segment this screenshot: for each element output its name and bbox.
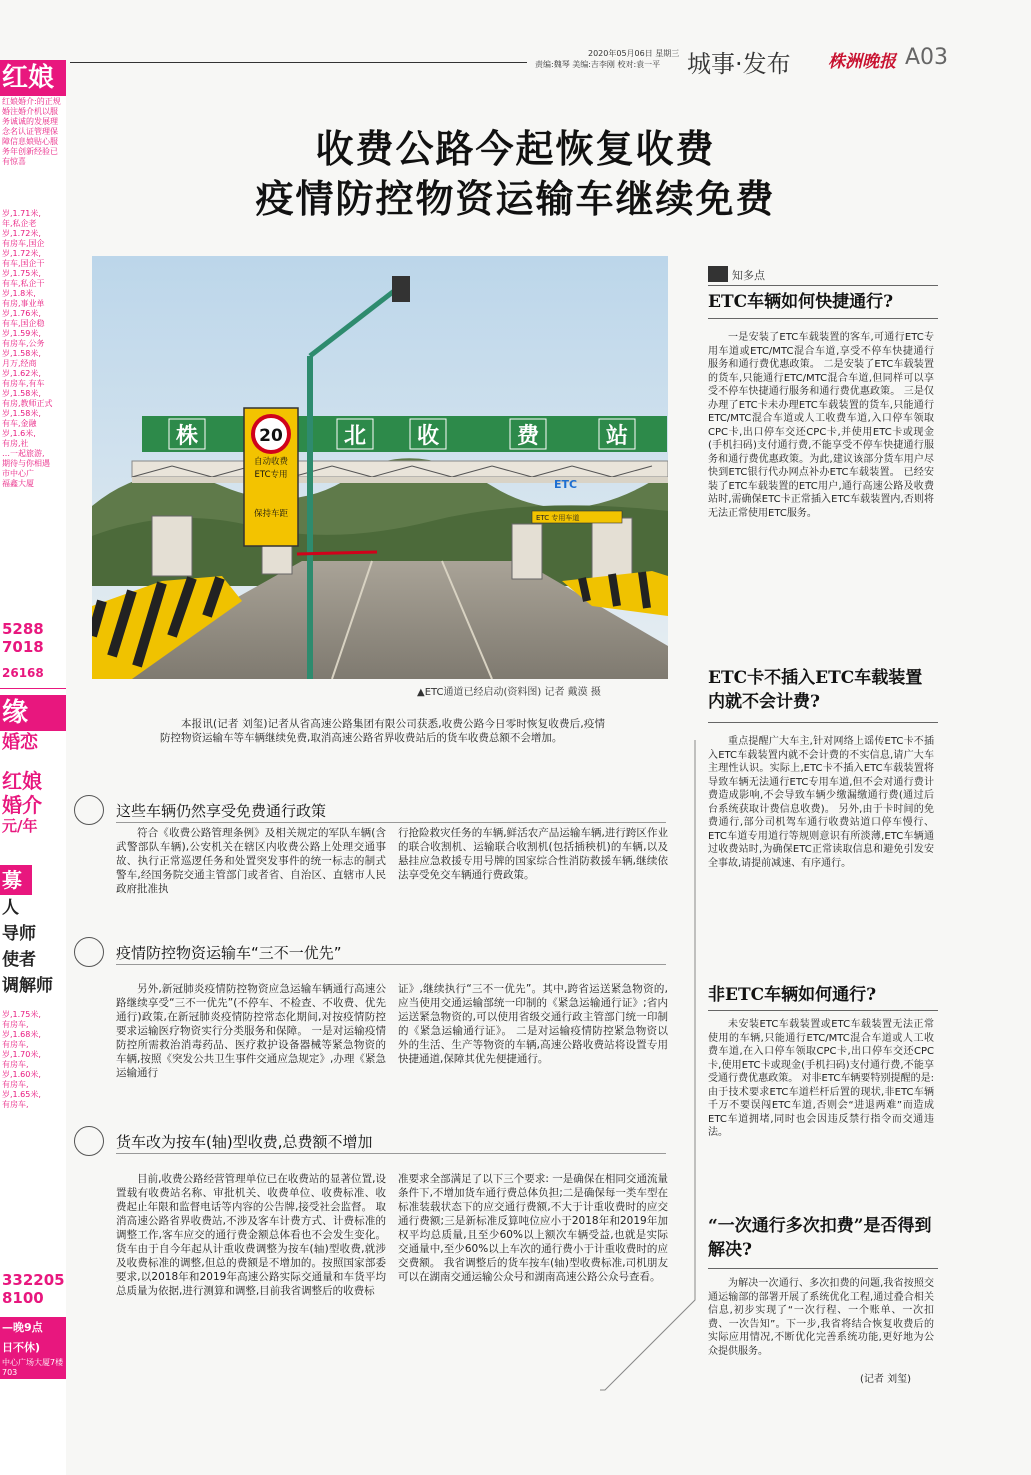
ad-subtitle: 婚恋 [2,732,38,753]
ad-list-item: 岁,1.75米, [2,1010,41,1019]
ad-list-item: 岁,1.72米, [2,249,41,258]
ad-list-item: 有车,金融 [2,419,37,428]
ad-list-item: 岁,1.68米, [2,1030,41,1039]
ad-list-item: 岁,1.71米, [2,209,41,218]
paragraph: 符合《收费公路管理条例》及相关规定的军队车辆(含武警部队车辆),公安机关在辖区内收费公路上处理交通事故、执行正常巡逻任务和处置突发事件的统一标志的制式警车,经国务院交通主管部门或者省、自治区、直辖市人民政府批准执 [116,827,386,895]
ad-list-item: 岁,1.58米, [2,349,41,358]
ad-list-item: 岁,1.58米, [2,389,41,398]
header-rule [70,62,527,63]
sign-auto-toll: 自动收费 [253,457,289,467]
ad-list-item: 岁,1.75米, [2,269,41,278]
sidebar-rule [708,285,938,286]
section-heading: 货车改为按车(轴)型收费,总费额不增加 [116,1133,373,1151]
kicker-icon [708,266,728,282]
ad-list-item: 使者 [2,950,36,970]
sidebar-rule [708,1268,938,1269]
section-name: 城事·发布 [687,50,791,78]
ad-tag: 婚介 [2,793,42,817]
ad-list-item: 人 [2,898,19,918]
station-char: 费 [516,424,540,449]
ad-phone: 332205 [2,1271,65,1289]
paragraph: 目前,收费公路经营管理单位已在收费站的显著位置,设置载有收费站名称、审批机关、收费单位、收费标准、收费起止年限和监督电话等内容的公告牌,接受社会监督。 取消高速公路省界收费站,不涉及客车计费方式、计费标准的调整工作,客车应交的通行费金额总体看也不会发生变化。 货车由于自今年起从计重收费调整为按车(轴)型收费,就涉及收费标准的调整,但总的费额是不增加的。按照国家部委要求,以2018年和2019年高速公路实际交通量和车货平均总质量为依据,进行测算和调整,目前我省调整后的收费标 [116,1173,386,1297]
ad-list-item: 有房车, [2,1100,29,1109]
sidebar-answer [708,735,934,870]
sidebar-answer [708,1018,934,1140]
sidebar-question: ETC车辆如何快捷通行? [708,292,894,312]
ad-personals-list [0,208,66,620]
header-date: 2020年05月06日 星期三 [588,49,680,58]
ad-recruit-list [0,895,66,999]
ad-list-item: 有房车,有车 [2,379,45,388]
photo-caption: ▲ETC通道已经启动(资料图) 记者 戴漠 摄 [417,687,601,698]
paragraph: 为解决一次通行、多次扣费的问题,我省按照交通运输部的部署开展了系统优化工程,通过叠合相关信息,初步实现了“一次行程、一个账单、一次扣费、一次告知”。下一步,我省将结合恢复收费后的实际应用情况,不断优化完善系统功能,更好地为公众提供服务。 [708,1278,934,1357]
station-char: 北 [343,424,367,449]
ad-list-item: 岁,1.72米, [2,229,41,238]
ad-list-item: 有车,私企干 [2,279,45,288]
ad-hours: —晚9点 [0,1317,66,1337]
ad-list-item: 岁,1.62米, [2,369,41,378]
lead-paragraph [160,717,605,745]
ad-list-item: 岁,1.60米, [2,1070,41,1079]
sidebar-question: 非ETC车辆如何通行? [708,985,877,1005]
etc-lane-sign: ETC 专用车道 [536,514,580,522]
newspaper-logo: 株洲晚报 [828,52,896,72]
headline-line-2: 疫情防控物资运输车继续免费 [255,176,776,221]
ad-price: 元/年 [2,817,38,835]
ad-list-item: 有房车, [2,1080,29,1089]
ad-list-item: 年,私企老 [2,219,37,228]
ad-list-item: 期待与你相遇 [2,459,50,468]
ad-list-item: 有房车,国企 [2,239,45,248]
station-char: 株 [175,424,199,449]
ad-list-item: 月万,经商 [2,359,37,368]
section-rule [116,964,666,965]
ad-list-item: 岁,1.59米, [2,329,41,338]
paragraph: 重点提醒广大车主,针对网络上谣传ETC卡不插入ETC车载装置内就不会计费的不实信息,请广大车主理性认识。实际上,ETC卡不插入ETC车载装置将导致车辆无法通行ETC专用车道,但不会对通行费计费造成影响,不会导致车辆少缴漏缴通行费(通过后台系统获取计费信息收费)。 另外,由于卡时间的免费通行,部分司机驾车通行收费站道口停车慢行、ETC车道专用道行等规则意识有所淡薄,ETC车辆通过收费站时,为确保ETC正常读取信息和避免引发安全事故,请提前减速、有序通行。 [708,736,934,869]
photo-illustration [92,256,668,679]
section-bullet-icon [74,1126,104,1156]
ad-phone: 7018 [2,638,44,656]
speed-limit-value: 20 [259,426,283,446]
sidebar-question: “一次通行多次扣费”是否得到解决? [708,1216,932,1260]
headline-line-1: 收费公路今起恢复收费 [315,126,716,171]
decorative-frame [600,740,700,1400]
ad-intro: 红娘婚介:的正规婚注婚介机以服务诚诚的发展理念名认证管理保障信息娘贴心服务年创新经验已有惊喜 [2,97,61,166]
sign-etc-only: ETC专用 [254,470,288,480]
ad-list-item: 导师 [2,924,36,944]
section-rule [116,1153,666,1154]
ad-address: 中心广场大厦7楼703 [0,1357,66,1379]
page-number: A03 [905,45,949,70]
section-heading: 疫情防控物资运输车“三不一优先” [116,944,342,962]
ad-list-item: 市中心广 [2,469,34,478]
sign-keep-distance: 保持车距 [253,509,289,519]
section-1-col-1 [116,826,386,896]
ad-list-item: 福鑫大厦 [2,479,34,488]
section-rule [116,822,666,823]
ad-list-item: 岁,1.58米, [2,409,41,418]
paragraph: 行抢险救灾任务的车辆,鲜活农产品运输车辆,进行跨区作业的联合收割机、运输联合收割机(包括插秧机)的车辆,以及悬挂应急救援专用号牌的国家综合性消防救援车辆,继续依法享受免交车辆通行费政策。 [398,827,668,881]
ad-list-item: 岁,1.8米, [2,289,36,298]
ad-tag: 红娘 [2,769,42,793]
ad-list-item: 有房车, [2,1040,29,1049]
station-char: 收 [416,424,440,449]
sidebar-answer [708,1277,934,1358]
ad-list-item: 岁,1.76米, [2,309,41,318]
ad-phone: 5288 [2,620,44,638]
ad-phone: 8100 [2,1289,44,1307]
section-heading: 这些车辆仍然享受免费通行政策 [116,802,327,820]
header-editors: 责编:魏琴 美编:吉李刚 校对:袁一平 [535,60,661,69]
paragraph: 未安装ETC车载装置或ETC车载装置无法正常使用的车辆,只能通行ETC/MTC混合车道或人工收费车道,在入口停车领取CPC卡,出口停车交还CPC卡,使用ETC卡或现金(手机扫码)支付通行费,不能享受通行费优惠政策。 对非ETC车辆要特别提醒的是:由于技术要求ETC车道栏杆后置的现状,非ETC车辆千万不要误闯ETC车道,否则会“进退两难”而造成ETC车道拥堵,同时也会因违反禁行指令而交通违法。 [708,1019,934,1138]
ad-list-item: 有车,国企稳 [2,319,45,328]
ad-list-item: 有房,社 [2,439,29,448]
ad-title: 缘 [0,695,66,731]
ad-list-item: 调解师 [2,976,53,996]
ad-list-item: 有房,事业单 [2,299,45,308]
sidebar-rule [708,722,938,723]
ad-divider [0,688,66,689]
paragraph: 一是安装了ETC车载装置的客车,可通行ETC专用车道或ETC/MTC混合车道,享受不停车快捷通行服务和通行费优惠政策。 二是安装了ETC车载装置的货车,只能通行ETC/MTC混合车道,但同样可以享受不停车快捷通行服务和通行费优惠政策。 三是仅办理了ETC卡未办理ETC车载装置的货车,只能通行ETC/MTC混合车道或人工收费车道,入口停车领取CPC卡,出口停车交还CPC卡,并使用ETC卡或现金(手机扫码)支付通行费,不能享受不停车快捷通行服务和通行费优惠政策。为此,建议该部分货车用户尽快到ETC银行代办网点补办ETC车载装置。 已经安装了ETC车载装置的ETC用户,通行高速公路及收费站时,需确保ETC卡正常插入ETC车载装置内,否则将无法正常使用ETC服务。 [708,332,934,519]
lead-text: 本报讯(记者 刘玺)记者从省高速公路集团有限公司获悉,收费公路今日零时恢复收费后,疫情防控物资运输车等车辆继续免费,取消高速公路省界收费站后的货车收费总额不会增加。 [160,718,605,744]
ad-list-item: 有房,教师正式 [2,399,53,408]
toll-station-photo [92,256,668,679]
ad-title: 红娘 [0,60,66,96]
ad-list-item: 有车,国企干 [2,259,45,268]
section-3-col-1 [116,1172,386,1298]
ad-list-item: 有房车, [2,1060,29,1069]
kicker-label: 知多点 [732,269,765,282]
sidebar-rule [708,1010,938,1011]
ad-phone: 26168 [2,666,44,680]
ad-list-item: 岁,1.6米, [2,429,36,438]
left-ad-strip [0,60,66,1475]
sidebar-question: ETC卡不插入ETC车载装置内就不会计费? [708,668,923,712]
section-bullet-icon [74,937,104,967]
station-char: 站 [605,424,629,449]
ad-list-item: 有房车, [2,1020,29,1029]
paragraph: 证》,继续执行“三不一优先”。其中,跨省运送紧急物资的,应当使用交通运输部统一印制的《紧急运输通行证》;省内运送紧急物资的,可以使用省级交通行政主管部门统一印制的《紧急运输通行证》。 二是对运输疫情防控紧急物资以外的生活、生产等物资的车辆,高速公路收费站将设置专用快捷通道,保障其优先便捷通行。 [398,983,668,1065]
sidebar-rule [708,318,938,319]
section-2-col-1 [116,982,386,1080]
ad-list-item: 有房车,公务 [2,339,45,348]
section-bullet-icon [74,795,104,825]
ad-hours: 日不休) [0,1337,66,1357]
ad-title: 募 [0,865,32,895]
byline: (记者 刘玺) [860,1374,911,1385]
etc-canopy-label: ETC [554,478,578,491]
paragraph: 另外,新冠肺炎疫情防控物资应急运输车辆通行高速公路继续享受“三不一优先”(不停车、不检查、不收费、优先通行)政策,在新冠肺炎疫情防控常态化期间,对按疫情防控要求运输医疗物资实行分类服务和保障。 一是对运输疫情防控所需救治消毒药品、医疗救护设备器械等紧急物资的车辆,按照《突发公共卫生事件交通应急规定》,办理《紧急运输通行 [116,983,386,1079]
paragraph: 准要求全部满足了以下三个要求: 一是确保在相同交通流量条件下,不增加货车通行费总体负担;二是确保每一类车型在标准装载状态下的应交通行费额,不大于计重收费时的应交通行费额;三是新标准反算吨位应小于2018年和2019年加权平均总质量,且至少60%以上额次车辆受益,也就是实际交通量中,至少60%以上车次的通行费小于计重收费时的应交费额。 我省调整后的货车按车(轴)型收费标准,司机朋友可以在湖南交通运输公众号和湖南高速公路公众号查看。 [398,1173,668,1283]
ad-list-item: 岁,1.65米, [2,1090,41,1099]
ad-list-item: 岁,1.70米, [2,1050,41,1059]
sidebar-answer [708,331,934,520]
ad-list-item: …一起旅游, [2,449,45,458]
ad-personals-list-2 [0,1009,66,1271]
